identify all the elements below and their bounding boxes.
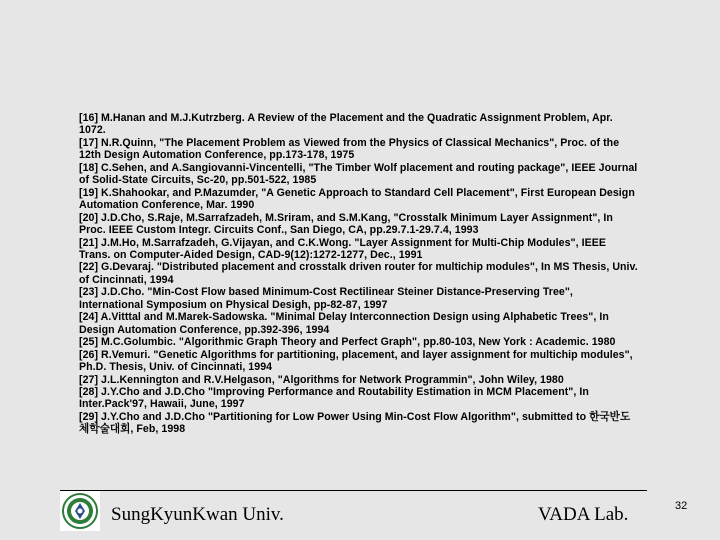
footer-divider [60,490,647,491]
reference-item: [24] A.Vitttal and M.Marek-Sadowska. "Minimal Delay Interconnection Design using Alphabetic Trees", In Design Automation Conference, pp.392-396, 1994 [79,311,609,336]
page-number: 32 [675,500,688,512]
reference-item: [20] J.D.Cho, S.Raje, M.Sarrafzadeh, M.Sriram, and S.M.Kang, "Crosstalk Minimum Layer Assignment", In Proc. IEEE Custom Integr. Circuits Conf., San Diego, CA, pp.29.7.1-29.7.4, 1993 [79,211,613,237]
reference-item: [22] G.Devaraj. "Distributed placement and crosstalk driven router for multichip modules", In MS Thesis, Univ. of Cincinnati, 1994 [79,261,638,286]
reference-list [79,112,639,436]
reference-item: [16] M.Hanan and M.J.Kutrzberg. A Review of the Placement and the Quadratic Assignment Problem, Apr. 1072. [79,112,613,137]
lab-name: VADA Lab. [538,504,629,525]
reference-item: [26] R.Vemuri. "Genetic Algorithms for partitioning, placement, and layer assignment for multichip modules", Ph.D. Thesis, Univ. of Cincinnati, 1994 [79,348,633,374]
reference-item: [21] J.M.Ho, M.Sarrafzadeh, G.Vijayan, and C.K.Wong. "Layer Assignment for Multi-Chip Modules", IEEE Trans. on Computer-Aided Design, CAD-9(12):1272-1277, Dec., 1991 [79,236,606,261]
reference-item: [17] N.R.Quinn, "The Placement Problem as Viewed from the Physics of Classical Mechanics", Proc. of the 12th Design Automation Conference, pp.173-178, 1975 [79,136,620,162]
reference-item: [28] J.Y.Cho and J.D.Cho "Improving Performance and Routability Estimation in MCM Placement", In Inter.Pack'97, Hawaii, June, 1997 [79,385,589,411]
university-logo-icon [60,491,100,531]
reference-item: [27] J.L.Kennington and R.V.Helgason, "Algorithms for Network Programmin", John Wiley, 1980 [79,373,564,386]
reference-item: [29] J.Y.Cho and J.D.Cho "Partitioning for Low Power Using Min-Cost Flow Algorithm", submitted to 한국반도체학술대회, Feb, 1998 [79,410,631,436]
university-name: SungKyunKwan Univ. [111,504,284,525]
reference-item: [25] M.C.Golumbic. "Algorithmic Graph Theory and Perfect Graph", pp.80-103, New York : Academic. 1980 [79,336,616,349]
reference-item: [23] J.D.Cho. "Min-Cost Flow based Minimum-Cost Rectilinear Steiner Distance-Preserving Tree", International Symposium on Physical Desigh, pp-82-87, 1997 [79,286,573,311]
reference-item: [18] C.Sehen, and A.Sangiovanni-Vincentelli, "The Timber Wolf placement and routing package", IEEE Journal of Solid-State Circuits, Sc-20, pp.501-522, 1985 [79,161,638,187]
reference-item: [19] K.Shahookar, and P.Mazumder, "A Genetic Approach to Standard Cell Placement", First European Design Automation Conference, Mar. 1990 [79,186,635,212]
